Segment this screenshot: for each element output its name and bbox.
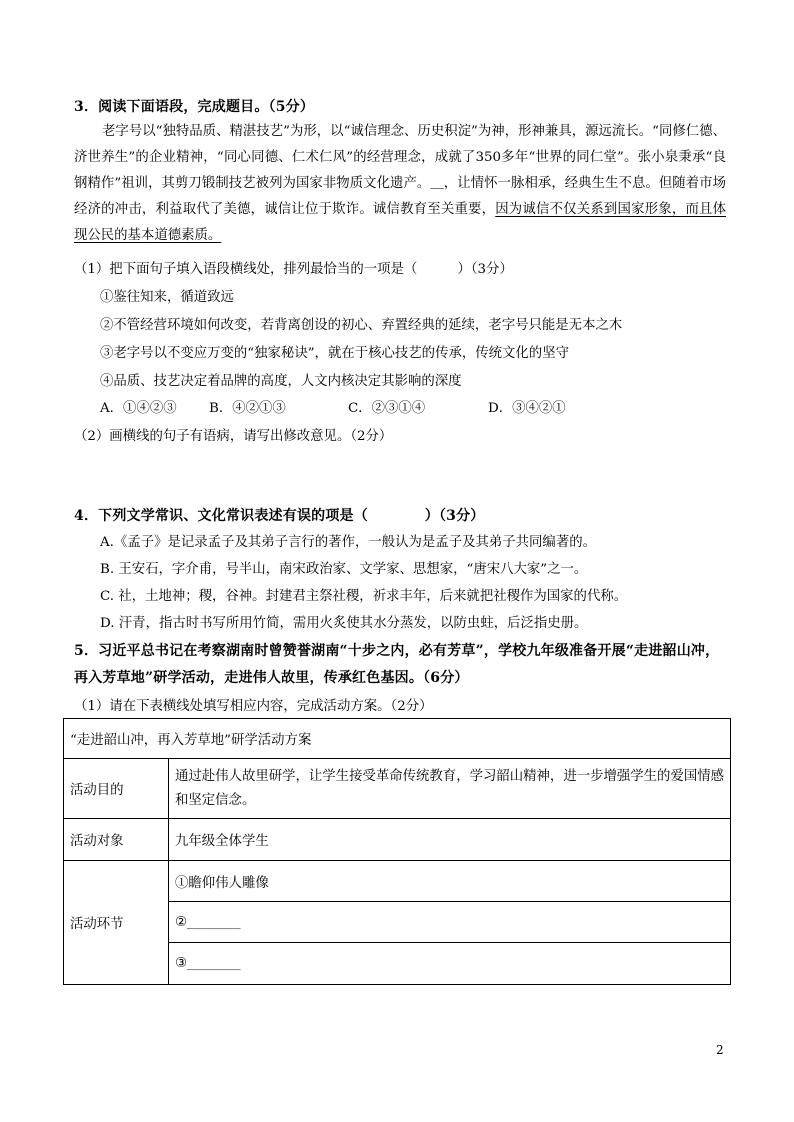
plan-table-header: “走进韶山冲，再入芳草地”研学活动方案 [64, 719, 731, 759]
q4-option-c: C. 社，土地神；稷，谷神。封建君主祭社稷，祈求丰年，后来就把社稷作为国家的代称。 [100, 589, 628, 604]
step-2-blank[interactable]: ②________ [169, 902, 731, 943]
question-5-title-line2: 再入芳草地”研学活动，走进伟人故里，传承红色基因。（6分） [74, 670, 469, 686]
question-3-sub1: （1）把下面句子填入语段横线处，排列最恰当的一项是（ ）（3分） [74, 262, 513, 277]
passage-text: 老字号以“独特品质、精湛技艺”为形，以“诚信理念、历史积淀”为神，形神兼具，源远流长。“同修仁德、济世养生”的企业精神，“同心同德、仁术仁风”的经营理念，成就了350多年“世界的同仁堂”。张小泉秉承“良钢精作”祖训，其剪刀锻制技艺被列为国家非物质文化遗产。＿，让情怀一脉相承，经典生生不息。但随着市场经济的冲击，利益取代了美德，诚信让位于欺诈。诚信教育至关重要， [74, 124, 726, 217]
purpose-value: 通过赴伟人故里研学，让学生接受革命传统教育，学习韶山精神，进一步增强学生的爱国情感和坚定信念。 [169, 759, 731, 819]
q4-option-b: B. 王安石，字介甫，号半山，南宋政治家、文学家、思想家，“唐宋八大家”之一。 [100, 562, 588, 577]
option-c: C．②③①④ [348, 401, 426, 416]
passage-underlined-sentence: 因为诚信不仅关系到国家形象，而且体现公民的基本道德素质。 [74, 202, 727, 243]
question-4-title: 4．下列文学常识、文化常识表述有误的项是（ ）（3分） [74, 508, 485, 524]
target-label: 活动对象 [64, 819, 169, 861]
question-5-sub1: （1）请在下表横线处填写相应内容，完成活动方案。（2分） [74, 699, 433, 714]
question-3-passage [74, 119, 726, 249]
step-3-blank[interactable]: ③________ [169, 943, 731, 985]
option-a: A．①④②③ [100, 401, 177, 416]
target-value: 九年级全体学生 [169, 819, 731, 861]
sentence-item-2: ②不管经营环境如何改变，若背离创设的初心、弃置经典的延续，老字号只能是无本之木 [100, 318, 623, 333]
steps-label: 活动环节 [64, 861, 169, 985]
question-5-title-line1: 5．习近平总书记在考察湖南时曾赞誉湖南“十步之内，必有芳草”，学校九年级准备开展“走进韶山冲， [74, 643, 720, 659]
sentence-item-1: ①鉴往知来，循道致远 [100, 290, 234, 305]
purpose-label: 活动目的 [64, 759, 169, 819]
option-d: D．③④②① [488, 401, 566, 416]
sentence-item-4: ④品质、技艺决定着品牌的高度，人文内核决定其影响的深度 [100, 374, 462, 389]
q4-option-d: D. 汗青，指古时书写所用竹简，需用火炙使其水分蒸发，以防虫蛀，后泛指史册。 [100, 616, 588, 631]
option-b: B．④②①③ [209, 401, 286, 416]
sentence-item-3: ③老字号以不变应万变的“独家秘诀”，就在于核心技艺的传承，传统文化的坚守 [100, 346, 569, 361]
page-number: 2 [716, 1043, 724, 1057]
q4-option-a: A.《孟子》是记录孟子及其弟子言行的著作，一般认为是孟子及其弟子共同编著的。 [100, 535, 596, 550]
question-3-sub2: （2）画横线的句子有语病，请写出修改意见。（2分） [74, 429, 393, 444]
question-3-title: 3．阅读下面语段，完成题目。（5分） [74, 99, 315, 115]
step-1: ①瞻仰伟人雕像 [169, 861, 731, 902]
activity-plan-table [63, 718, 731, 985]
